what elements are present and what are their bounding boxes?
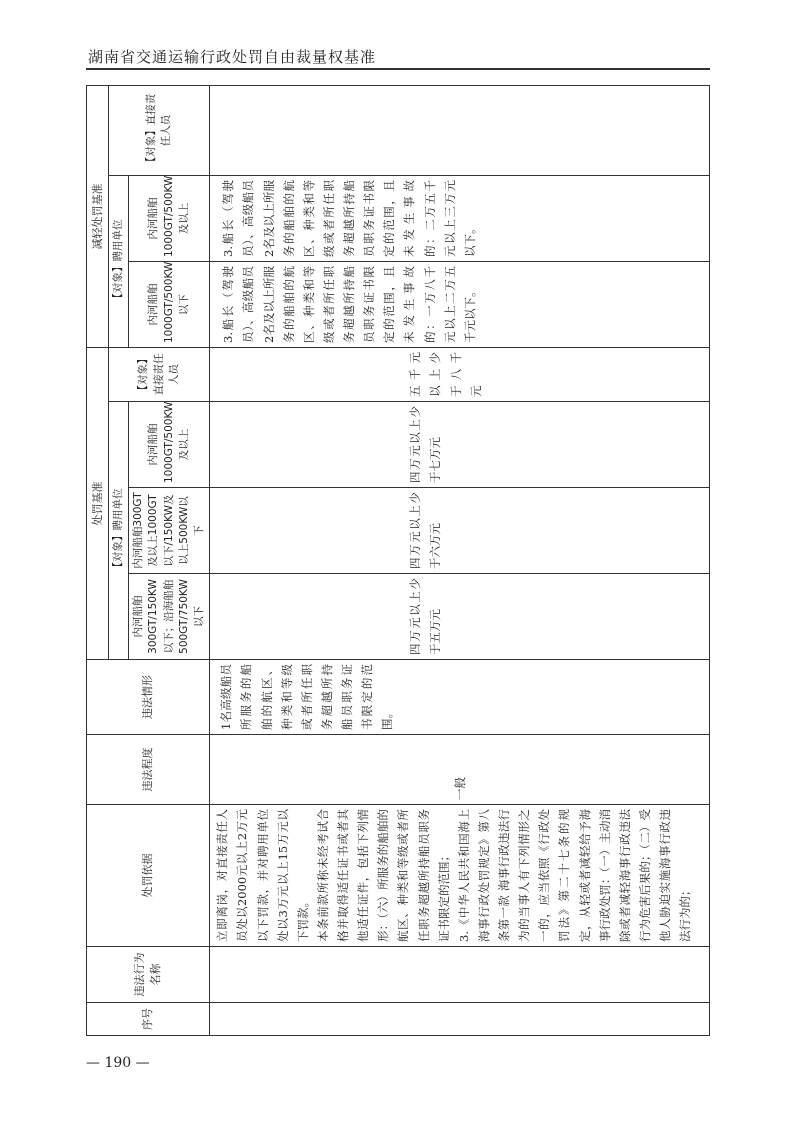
header-rs-direct-person: 【对象】直接责任人员 (109, 86, 210, 176)
header-ps-vessel-medium: 内河船舶300GT及以上1000GT以下/150KW及以上500KW以下 (129, 488, 210, 574)
header-basis: 处罚依据 (87, 805, 210, 947)
header-degree: 违法程度 (87, 735, 210, 805)
cell-violation-name (210, 947, 710, 1003)
cell-circumstance: 1名高级船员所服务的船舶的航区、种类和等级或者所任职务超越所持船员职务证书限定的范围。 (210, 660, 710, 735)
header-reduced-standard: 减轻处罚基准 (87, 86, 109, 348)
cell-rs-vessel-large: 3.船长（驾驶员）、高级船员2名及以上所服务的船舶的航区、种类和等级或者所任职务超越所持船员职务证书限定的范围，且未发生事故的：二万五千元以上三万元以下。 (210, 176, 710, 262)
cell-ps-vessel-medium: 四万元以上少于六万元 (210, 488, 710, 574)
cell-basis (210, 805, 710, 947)
header-seq: 序号 (87, 1003, 210, 1036)
header-rs-vessel-small: 内河船舶1000GT/500KW以下 (129, 262, 210, 348)
header-rule (86, 68, 710, 70)
header-object-employer: 【对象】聘用单位 (109, 402, 129, 660)
header-ps-direct-person: 【对象】直接责任人员 (109, 348, 210, 402)
running-header: 湖南省交通运输行政处罚自由裁量权基准 (88, 48, 377, 66)
header-circumstance: 违法情形 (87, 660, 210, 735)
page-number: — 190 — (86, 1055, 150, 1071)
cell-rs-direct-person (210, 86, 710, 176)
cell-ps-direct-person: 五千元以上少于八千元 (210, 348, 710, 402)
penalty-standard-table (86, 85, 710, 1036)
basis-paragraph: 本条前款所称未经考试合格并取得适任证书或者其他适任证件，包括下列情形：（六）所服务的船舶的航区、种类和等级或者所任职务超越所持船员职务证书限定的范围； (315, 809, 451, 942)
cell-ps-vessel-small: 四万元以上少于五万元 (210, 574, 710, 660)
header-violation-name: 违法行为名称 (87, 947, 210, 1003)
header-rs-vessel-large: 内河船舶1000GT/500KW及以上 (129, 176, 210, 262)
basis-paragraph: 立即离岗，对直接责任人员处以2000元以上2万元以下罚款，并对聘用单位处以3万元以上15万元以下罚款。 (215, 809, 310, 942)
cell-seq (210, 1003, 710, 1036)
cell-degree: 一般 (210, 735, 710, 805)
cell-ps-vessel-large: 四万元以上少于七万元 (210, 402, 710, 488)
header-rs-object-employer: 【对象】聘用单位 (109, 176, 129, 348)
rotated-table-stage (86, 86, 710, 1036)
header-ps-vessel-large: 内河船舶1000GT/500KW及以上 (129, 402, 210, 488)
header-ps-vessel-small: 内河船舶300GT/150KW以下；沿海船舶500GT/750KW以下 (129, 574, 210, 660)
cell-rs-vessel-small: 3.船长（驾驶员）、高级船员2名及以上所服务的船舶的航区、种类和等级或者所任职务超越所持船员职务证书限定的范围，且未发生事故的：一万八千元以上二万五千元以下。 (210, 262, 710, 348)
header-penalty-standard: 处罚基准 (87, 348, 109, 660)
basis-paragraph: 3.《中华人民共和国海上海事行政处罚规定》第八条第一款 海事行政违法行为的当事人有下列情形之一的，应当依照《行政处罚法》第二十七条的规定，从轻或者减轻给予海事行政处罚：（一）主动消除或者减轻海事行政违法行为危害后果的；（二）受他人胁迫实施海事行政违法行为的； (456, 809, 693, 942)
